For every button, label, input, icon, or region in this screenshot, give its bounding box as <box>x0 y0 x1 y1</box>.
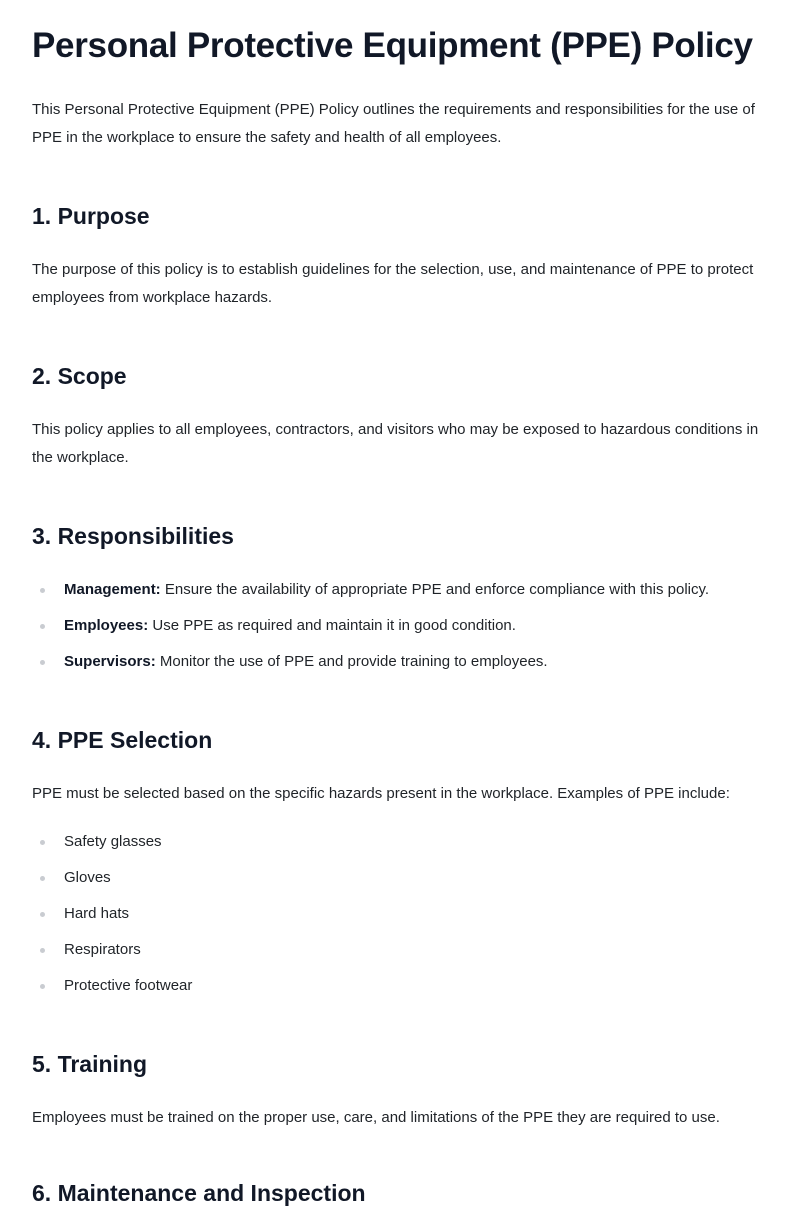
list-item <box>32 868 772 904</box>
bullet-icon <box>40 588 45 593</box>
list-item-text: Monitor the use of PPE and provide training to employees. <box>155 653 548 670</box>
bullet-icon <box>40 840 45 845</box>
section-text-ppe-selection: PPE must be selected based on the specific hazards present in the workplace. Examples of PPE include: <box>32 785 730 802</box>
list-item <box>32 652 772 688</box>
bullet-icon <box>40 984 45 989</box>
section-text-purpose: The purpose of this policy is to establish guidelines for the selection, use, and maintenance of PPE to protect employees from workplace hazards. <box>32 261 754 306</box>
list-item <box>32 580 772 616</box>
list-item-text: Respirators <box>64 941 141 958</box>
section-heading-ppe-selection: 4. PPE Selection <box>32 727 213 753</box>
list-item <box>32 904 772 940</box>
section-heading-purpose: 1. Purpose <box>32 203 150 229</box>
list-item-label: Management: <box>64 581 161 598</box>
list-item <box>32 976 772 1012</box>
section-heading-responsibilities: 3. Responsibilities <box>32 523 234 549</box>
section-text-scope: This policy applies to all employees, contractors, and visitors who may be exposed to hazardous conditions in the workplace. <box>32 421 759 466</box>
list-item-text: Protective footwear <box>64 977 193 994</box>
document <box>32 0 772 1206</box>
list-item <box>32 616 772 652</box>
list-item-text: Gloves <box>64 869 111 886</box>
list-item-label: Employees: <box>64 617 149 634</box>
list-item <box>32 832 772 868</box>
page-title: Personal Protective Equipment (PPE) Policy <box>32 26 753 65</box>
list-item-text: Safety glasses <box>64 833 162 850</box>
intro-paragraph: This Personal Protective Equipment (PPE) Policy outlines the requirements and responsibilities for the use of PPE in the workplace to ensure the safety and health of all employees. <box>32 101 755 146</box>
responsibilities-list <box>32 580 772 688</box>
list-item-text: Ensure the availability of appropriate PPE and enforce compliance with this policy. <box>160 581 710 598</box>
section-heading-maintenance: 6. Maintenance and Inspection <box>32 1180 366 1206</box>
bullet-icon <box>40 912 45 917</box>
list-item-text: Hard hats <box>64 905 130 922</box>
bullet-icon <box>40 876 45 881</box>
bullet-icon <box>40 948 45 953</box>
section-text-training: Employees must be trained on the proper use, care, and limitations of the PPE they are required to use. <box>32 1109 720 1126</box>
list-item <box>32 940 772 976</box>
list-item-text: Use PPE as required and maintain it in good condition. <box>148 617 516 634</box>
section-heading-scope: 2. Scope <box>32 363 127 389</box>
bullet-icon <box>40 624 45 629</box>
bullet-icon <box>40 660 45 665</box>
list-item-label: Supervisors: <box>64 653 156 670</box>
ppe-examples-list <box>32 832 772 1012</box>
section-heading-training: 5. Training <box>32 1051 148 1077</box>
